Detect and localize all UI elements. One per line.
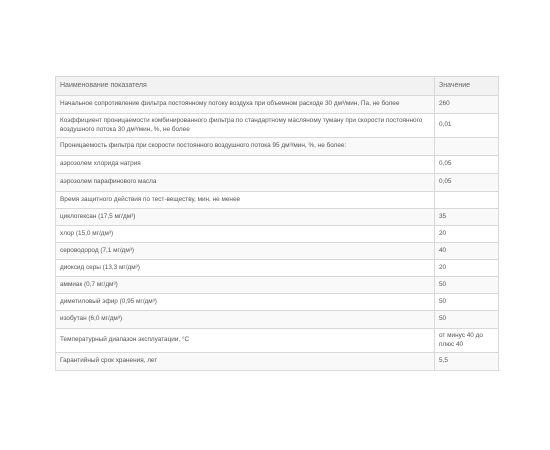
table-row [56, 277, 499, 294]
parameter-name: Гарантийный срок хранения, лет [56, 353, 435, 371]
parameter-value: 50 [435, 277, 499, 294]
table-row [56, 311, 499, 329]
parameter-name: диметиловый эфир (0,95 мг/дм³) [56, 294, 435, 311]
table-row [56, 174, 499, 192]
parameter-value: от минус 40 до плюс 40 [435, 329, 499, 353]
parameter-name: аэрозолем парафинового масла [56, 174, 435, 192]
table-row [56, 192, 499, 209]
table-row [56, 243, 499, 260]
column-header-value: Значение [435, 77, 499, 96]
parameter-value: 260 [435, 96, 499, 114]
table-row [56, 329, 499, 353]
table-row [56, 114, 499, 138]
column-header-parameter: Наименование показателя [56, 77, 435, 96]
parameter-value: 50 [435, 311, 499, 329]
parameter-name: Время защитного действия по тест-веществу, мин, не менее [56, 192, 435, 209]
table-row [56, 156, 499, 174]
table-row [56, 260, 499, 277]
parameter-name: Начальное сопротивление фильтра постоянному потоку воздуха при объемном расходе 30 дм³/мин, Па, не более [56, 96, 435, 114]
parameter-value: 20 [435, 260, 499, 277]
parameter-value: 20 [435, 226, 499, 243]
parameter-name: аэрозолем хлорида натрия [56, 156, 435, 174]
specifications-table [55, 76, 499, 371]
parameter-value: 0,01 [435, 114, 499, 138]
parameter-value: 50 [435, 294, 499, 311]
table-row [56, 96, 499, 114]
parameter-name: сероводород (7,1 мг/дм³) [56, 243, 435, 260]
parameter-name: диоксид серы (13,3 мг/дм³) [56, 260, 435, 277]
table-header-row [56, 77, 499, 96]
parameter-name: Коэффициент проницаемости комбинированного фильтра по стандартному масляному туману при скорости постоянного воздушного потока 30 дм³/мин, %, не более [56, 114, 435, 138]
table-row [56, 226, 499, 243]
parameter-value [435, 138, 499, 156]
parameter-value: 0,05 [435, 174, 499, 192]
parameter-value: 40 [435, 243, 499, 260]
table-row [56, 353, 499, 371]
parameter-name: Проницаемость фильтра при скорости постоянного воздушного потока 95 дм³/мин, %, не более: [56, 138, 435, 156]
table-row [56, 138, 499, 156]
specifications-table-container [55, 76, 498, 371]
parameter-name: хлор (15,0 мг/дм³) [56, 226, 435, 243]
parameter-value: 35 [435, 209, 499, 226]
table-row [56, 209, 499, 226]
parameter-value [435, 192, 499, 209]
parameter-value: 0,05 [435, 156, 499, 174]
parameter-name: Температурный диапазон эксплуатации, °С [56, 329, 435, 353]
parameter-value: 5,5 [435, 353, 499, 371]
parameter-name: циклогексан (17,5 мг/дм³) [56, 209, 435, 226]
table-row [56, 294, 499, 311]
parameter-name: изобутан (6,0 мг/дм³) [56, 311, 435, 329]
parameter-name: аммиак (0,7 мг/дм³) [56, 277, 435, 294]
